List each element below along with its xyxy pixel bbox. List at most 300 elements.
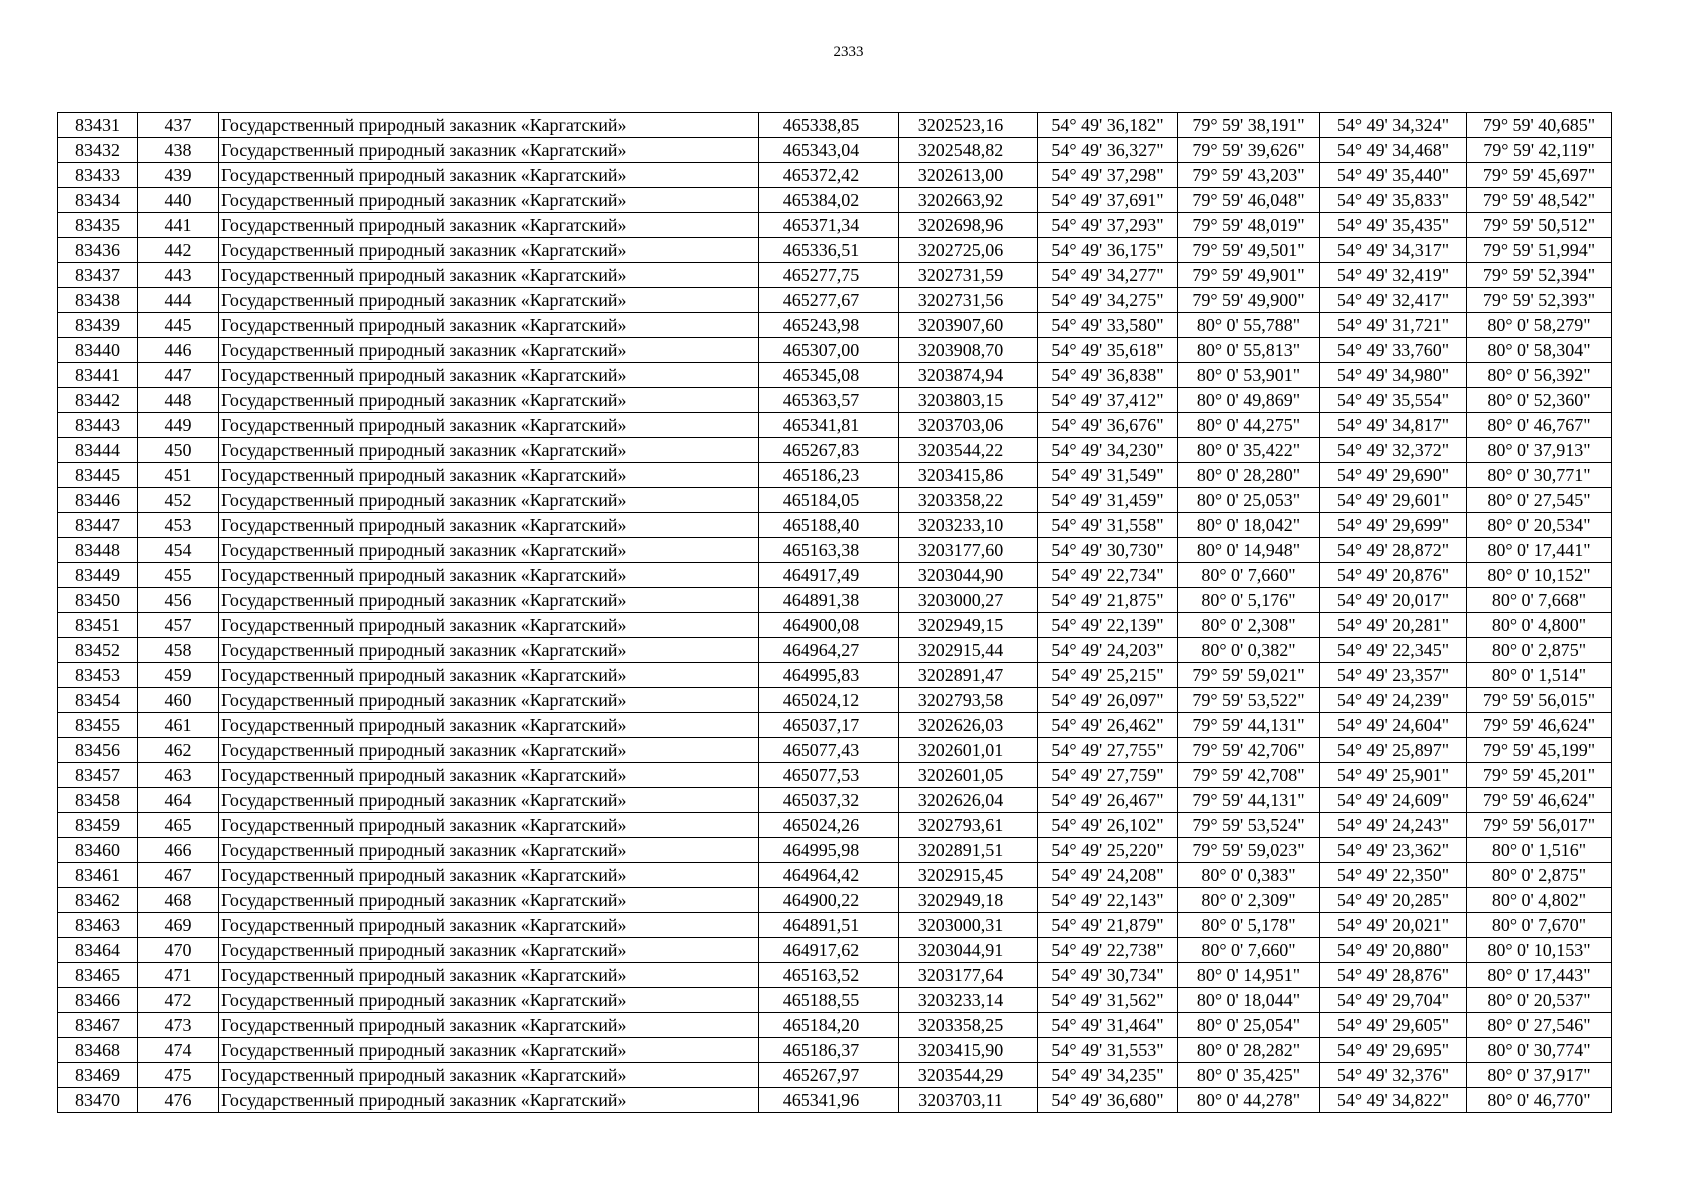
latitude-2-cell: 54° 49' 35,440" (1320, 163, 1467, 188)
x-coordinate-cell: 465186,23 (759, 463, 899, 488)
x-coordinate-cell: 465267,83 (759, 438, 899, 463)
longitude-1-cell: 80° 0' 18,042" (1178, 513, 1320, 538)
page-number: 2333 (833, 44, 864, 60)
latitude-2-cell: 54° 49' 34,468" (1320, 138, 1467, 163)
x-coordinate-cell: 464891,51 (759, 913, 899, 938)
y-coordinate-cell: 3202523,16 (899, 113, 1038, 138)
latitude-2-cell: 54° 49' 32,417" (1320, 288, 1467, 313)
territory-name-cell: Государственный природный заказник «Каргатский» (219, 113, 759, 138)
latitude-1-cell: 54° 49' 25,220" (1038, 838, 1178, 863)
row-id-cell: 83464 (58, 938, 138, 963)
territory-name-cell: Государственный природный заказник «Каргатский» (219, 488, 759, 513)
latitude-1-cell: 54° 49' 30,734" (1038, 963, 1178, 988)
territory-name-cell: Государственный природный заказник «Каргатский» (219, 538, 759, 563)
row-id-cell: 83434 (58, 188, 138, 213)
x-coordinate-cell: 465277,67 (759, 288, 899, 313)
x-coordinate-cell: 465184,05 (759, 488, 899, 513)
longitude-1-cell: 80° 0' 44,275" (1178, 413, 1320, 438)
table-row (58, 663, 1612, 688)
x-coordinate-cell: 465341,81 (759, 413, 899, 438)
table-row (58, 763, 1612, 788)
point-number-cell: 455 (138, 563, 219, 588)
table-row (58, 988, 1612, 1013)
x-coordinate-cell: 465184,20 (759, 1013, 899, 1038)
territory-name-cell: Государственный природный заказник «Каргатский» (219, 413, 759, 438)
y-coordinate-cell: 3202915,45 (899, 863, 1038, 888)
y-coordinate-cell: 3202698,96 (899, 213, 1038, 238)
row-id-cell: 83457 (58, 763, 138, 788)
point-number-cell: 472 (138, 988, 219, 1013)
table-row (58, 388, 1612, 413)
x-coordinate-cell: 465371,34 (759, 213, 899, 238)
latitude-2-cell: 54° 49' 29,704" (1320, 988, 1467, 1013)
x-coordinate-cell: 465037,17 (759, 713, 899, 738)
x-coordinate-cell: 464900,08 (759, 613, 899, 638)
y-coordinate-cell: 3202663,92 (899, 188, 1038, 213)
longitude-2-cell: 80° 0' 52,360" (1467, 388, 1612, 413)
longitude-2-cell: 79° 59' 56,017" (1467, 813, 1612, 838)
longitude-1-cell: 80° 0' 28,280" (1178, 463, 1320, 488)
longitude-2-cell: 79° 59' 45,201" (1467, 763, 1612, 788)
longitude-1-cell: 79° 59' 39,626" (1178, 138, 1320, 163)
point-number-cell: 448 (138, 388, 219, 413)
x-coordinate-cell: 465277,75 (759, 263, 899, 288)
longitude-2-cell: 80° 0' 37,913" (1467, 438, 1612, 463)
latitude-2-cell: 54° 49' 23,362" (1320, 838, 1467, 863)
latitude-2-cell: 54° 49' 28,876" (1320, 963, 1467, 988)
row-id-cell: 83441 (58, 363, 138, 388)
longitude-2-cell: 80° 0' 27,546" (1467, 1013, 1612, 1038)
table-row (58, 288, 1612, 313)
longitude-2-cell: 80° 0' 58,279" (1467, 313, 1612, 338)
latitude-1-cell: 54° 49' 26,467" (1038, 788, 1178, 813)
point-number-cell: 446 (138, 338, 219, 363)
latitude-2-cell: 54° 49' 33,760" (1320, 338, 1467, 363)
table-row (58, 513, 1612, 538)
territory-name-cell: Государственный природный заказник «Каргатский» (219, 138, 759, 163)
longitude-1-cell: 80° 0' 35,425" (1178, 1063, 1320, 1088)
longitude-2-cell: 80° 0' 17,441" (1467, 538, 1612, 563)
territory-name-cell: Государственный природный заказник «Каргатский» (219, 813, 759, 838)
table-row (58, 313, 1612, 338)
longitude-2-cell: 80° 0' 30,771" (1467, 463, 1612, 488)
longitude-1-cell: 79° 59' 42,706" (1178, 738, 1320, 763)
territory-name-cell: Государственный природный заказник «Каргатский» (219, 888, 759, 913)
point-number-cell: 457 (138, 613, 219, 638)
longitude-1-cell: 80° 0' 49,869" (1178, 388, 1320, 413)
longitude-2-cell: 79° 59' 56,015" (1467, 688, 1612, 713)
longitude-2-cell: 80° 0' 7,670" (1467, 913, 1612, 938)
row-id-cell: 83438 (58, 288, 138, 313)
longitude-1-cell: 80° 0' 55,813" (1178, 338, 1320, 363)
row-id-cell: 83453 (58, 663, 138, 688)
latitude-1-cell: 54° 49' 22,738" (1038, 938, 1178, 963)
longitude-2-cell: 80° 0' 4,800" (1467, 613, 1612, 638)
latitude-2-cell: 54° 49' 35,435" (1320, 213, 1467, 238)
x-coordinate-cell: 465243,98 (759, 313, 899, 338)
latitude-2-cell: 54° 49' 24,604" (1320, 713, 1467, 738)
x-coordinate-cell: 465188,55 (759, 988, 899, 1013)
y-coordinate-cell: 3202793,58 (899, 688, 1038, 713)
latitude-2-cell: 54° 49' 34,817" (1320, 413, 1467, 438)
longitude-2-cell: 80° 0' 2,875" (1467, 863, 1612, 888)
longitude-1-cell: 80° 0' 44,278" (1178, 1088, 1320, 1113)
y-coordinate-cell: 3203544,22 (899, 438, 1038, 463)
latitude-2-cell: 54° 49' 32,372" (1320, 438, 1467, 463)
row-id-cell: 83454 (58, 688, 138, 713)
territory-name-cell: Государственный природный заказник «Каргатский» (219, 288, 759, 313)
y-coordinate-cell: 3202626,03 (899, 713, 1038, 738)
y-coordinate-cell: 3203415,86 (899, 463, 1038, 488)
territory-name-cell: Государственный природный заказник «Каргатский» (219, 763, 759, 788)
longitude-1-cell: 80° 0' 0,382" (1178, 638, 1320, 663)
row-id-cell: 83468 (58, 1038, 138, 1063)
table-row (58, 488, 1612, 513)
table-body (58, 113, 1612, 1113)
x-coordinate-cell: 465024,12 (759, 688, 899, 713)
longitude-1-cell: 80° 0' 18,044" (1178, 988, 1320, 1013)
longitude-2-cell: 79° 59' 48,542" (1467, 188, 1612, 213)
x-coordinate-cell: 465188,40 (759, 513, 899, 538)
y-coordinate-cell: 3203177,64 (899, 963, 1038, 988)
latitude-2-cell: 54° 49' 20,880" (1320, 938, 1467, 963)
longitude-2-cell: 80° 0' 46,767" (1467, 413, 1612, 438)
longitude-2-cell: 80° 0' 58,304" (1467, 338, 1612, 363)
latitude-2-cell: 54° 49' 20,876" (1320, 563, 1467, 588)
point-number-cell: 443 (138, 263, 219, 288)
x-coordinate-cell: 464891,38 (759, 588, 899, 613)
latitude-2-cell: 54° 49' 34,980" (1320, 363, 1467, 388)
latitude-2-cell: 54° 49' 22,345" (1320, 638, 1467, 663)
x-coordinate-cell: 464900,22 (759, 888, 899, 913)
y-coordinate-cell: 3203233,10 (899, 513, 1038, 538)
x-coordinate-cell: 465384,02 (759, 188, 899, 213)
y-coordinate-cell: 3202949,18 (899, 888, 1038, 913)
row-id-cell: 83460 (58, 838, 138, 863)
point-number-cell: 439 (138, 163, 219, 188)
territory-name-cell: Государственный природный заказник «Каргатский» (219, 313, 759, 338)
longitude-2-cell: 80° 0' 17,443" (1467, 963, 1612, 988)
y-coordinate-cell: 3202601,01 (899, 738, 1038, 763)
longitude-2-cell: 79° 59' 52,394" (1467, 263, 1612, 288)
point-number-cell: 454 (138, 538, 219, 563)
territory-name-cell: Государственный природный заказник «Каргатский» (219, 863, 759, 888)
y-coordinate-cell: 3202725,06 (899, 238, 1038, 263)
territory-name-cell: Государственный природный заказник «Каргатский» (219, 613, 759, 638)
longitude-1-cell: 80° 0' 14,951" (1178, 963, 1320, 988)
table-row (58, 113, 1612, 138)
longitude-1-cell: 80° 0' 14,948" (1178, 538, 1320, 563)
point-number-cell: 452 (138, 488, 219, 513)
territory-name-cell: Государственный природный заказник «Каргатский» (219, 238, 759, 263)
point-number-cell: 437 (138, 113, 219, 138)
x-coordinate-cell: 465077,53 (759, 763, 899, 788)
latitude-1-cell: 54° 49' 37,293" (1038, 213, 1178, 238)
point-number-cell: 451 (138, 463, 219, 488)
y-coordinate-cell: 3203000,31 (899, 913, 1038, 938)
y-coordinate-cell: 3203358,22 (899, 488, 1038, 513)
table-row (58, 263, 1612, 288)
table-row (58, 713, 1612, 738)
latitude-2-cell: 54° 49' 29,605" (1320, 1013, 1467, 1038)
longitude-2-cell: 80° 0' 56,392" (1467, 363, 1612, 388)
latitude-2-cell: 54° 49' 20,285" (1320, 888, 1467, 913)
table-row (58, 538, 1612, 563)
longitude-1-cell: 79° 59' 49,900" (1178, 288, 1320, 313)
latitude-1-cell: 54° 49' 30,730" (1038, 538, 1178, 563)
table-row (58, 688, 1612, 713)
point-number-cell: 453 (138, 513, 219, 538)
table-row (58, 913, 1612, 938)
longitude-1-cell: 79° 59' 48,019" (1178, 213, 1320, 238)
longitude-1-cell: 80° 0' 25,053" (1178, 488, 1320, 513)
row-id-cell: 83470 (58, 1088, 138, 1113)
latitude-1-cell: 54° 49' 27,755" (1038, 738, 1178, 763)
longitude-1-cell: 80° 0' 25,054" (1178, 1013, 1320, 1038)
row-id-cell: 83446 (58, 488, 138, 513)
longitude-2-cell: 79° 59' 45,199" (1467, 738, 1612, 763)
latitude-2-cell: 54° 49' 34,317" (1320, 238, 1467, 263)
latitude-1-cell: 54° 49' 26,462" (1038, 713, 1178, 738)
y-coordinate-cell: 3202731,59 (899, 263, 1038, 288)
latitude-1-cell: 54° 49' 31,553" (1038, 1038, 1178, 1063)
table-row (58, 463, 1612, 488)
x-coordinate-cell: 465341,96 (759, 1088, 899, 1113)
table-row (58, 338, 1612, 363)
territory-name-cell: Государственный природный заказник «Каргатский» (219, 563, 759, 588)
longitude-2-cell: 80° 0' 1,514" (1467, 663, 1612, 688)
x-coordinate-cell: 465338,85 (759, 113, 899, 138)
y-coordinate-cell: 3202731,56 (899, 288, 1038, 313)
row-id-cell: 83436 (58, 238, 138, 263)
latitude-1-cell: 54° 49' 37,298" (1038, 163, 1178, 188)
y-coordinate-cell: 3203000,27 (899, 588, 1038, 613)
longitude-2-cell: 80° 0' 10,153" (1467, 938, 1612, 963)
row-id-cell: 83435 (58, 213, 138, 238)
y-coordinate-cell: 3202891,47 (899, 663, 1038, 688)
y-coordinate-cell: 3203233,14 (899, 988, 1038, 1013)
latitude-2-cell: 54° 49' 20,021" (1320, 913, 1467, 938)
point-number-cell: 463 (138, 763, 219, 788)
longitude-1-cell: 79° 59' 44,131" (1178, 713, 1320, 738)
longitude-1-cell: 79° 59' 53,524" (1178, 813, 1320, 838)
latitude-1-cell: 54° 49' 34,275" (1038, 288, 1178, 313)
row-id-cell: 83469 (58, 1063, 138, 1088)
latitude-2-cell: 54° 49' 24,243" (1320, 813, 1467, 838)
longitude-1-cell: 80° 0' 0,383" (1178, 863, 1320, 888)
table-row (58, 1038, 1612, 1063)
longitude-2-cell: 79° 59' 42,119" (1467, 138, 1612, 163)
row-id-cell: 83461 (58, 863, 138, 888)
latitude-1-cell: 54° 49' 31,459" (1038, 488, 1178, 513)
row-id-cell: 83440 (58, 338, 138, 363)
point-number-cell: 441 (138, 213, 219, 238)
x-coordinate-cell: 464917,49 (759, 563, 899, 588)
x-coordinate-cell: 465024,26 (759, 813, 899, 838)
point-number-cell: 476 (138, 1088, 219, 1113)
longitude-2-cell: 80° 0' 7,668" (1467, 588, 1612, 613)
row-id-cell: 83444 (58, 438, 138, 463)
latitude-2-cell: 54° 49' 32,419" (1320, 263, 1467, 288)
x-coordinate-cell: 465077,43 (759, 738, 899, 763)
latitude-1-cell: 54° 49' 36,175" (1038, 238, 1178, 263)
y-coordinate-cell: 3202793,61 (899, 813, 1038, 838)
row-id-cell: 83443 (58, 413, 138, 438)
table-row (58, 188, 1612, 213)
table-row (58, 363, 1612, 388)
longitude-2-cell: 80° 0' 37,917" (1467, 1063, 1612, 1088)
longitude-1-cell: 79° 59' 59,021" (1178, 663, 1320, 688)
row-id-cell: 83452 (58, 638, 138, 663)
point-number-cell: 445 (138, 313, 219, 338)
latitude-1-cell: 54° 49' 33,580" (1038, 313, 1178, 338)
longitude-1-cell: 80° 0' 28,282" (1178, 1038, 1320, 1063)
y-coordinate-cell: 3203044,91 (899, 938, 1038, 963)
x-coordinate-cell: 465336,51 (759, 238, 899, 263)
row-id-cell: 83451 (58, 613, 138, 638)
longitude-2-cell: 80° 0' 46,770" (1467, 1088, 1612, 1113)
latitude-1-cell: 54° 49' 26,097" (1038, 688, 1178, 713)
latitude-1-cell: 54° 49' 24,208" (1038, 863, 1178, 888)
table-row (58, 863, 1612, 888)
longitude-1-cell: 79° 59' 38,191" (1178, 113, 1320, 138)
x-coordinate-cell: 465037,32 (759, 788, 899, 813)
latitude-2-cell: 54° 49' 24,609" (1320, 788, 1467, 813)
longitude-2-cell: 80° 0' 2,875" (1467, 638, 1612, 663)
territory-name-cell: Государственный природный заказник «Каргатский» (219, 188, 759, 213)
latitude-1-cell: 54° 49' 31,562" (1038, 988, 1178, 1013)
y-coordinate-cell: 3203177,60 (899, 538, 1038, 563)
point-number-cell: 458 (138, 638, 219, 663)
x-coordinate-cell: 465163,52 (759, 963, 899, 988)
table-row (58, 438, 1612, 463)
latitude-2-cell: 54° 49' 35,833" (1320, 188, 1467, 213)
table-row (58, 613, 1612, 638)
latitude-2-cell: 54° 49' 29,690" (1320, 463, 1467, 488)
latitude-2-cell: 54° 49' 31,721" (1320, 313, 1467, 338)
territory-name-cell: Государственный природный заказник «Каргатский» (219, 1038, 759, 1063)
latitude-1-cell: 54° 49' 27,759" (1038, 763, 1178, 788)
x-coordinate-cell: 464964,42 (759, 863, 899, 888)
latitude-1-cell: 54° 49' 37,691" (1038, 188, 1178, 213)
longitude-2-cell: 80° 0' 30,774" (1467, 1038, 1612, 1063)
row-id-cell: 83462 (58, 888, 138, 913)
y-coordinate-cell: 3202626,04 (899, 788, 1038, 813)
x-coordinate-cell: 465372,42 (759, 163, 899, 188)
latitude-1-cell: 54° 49' 21,879" (1038, 913, 1178, 938)
territory-name-cell: Государственный природный заказник «Каргатский» (219, 363, 759, 388)
point-number-cell: 469 (138, 913, 219, 938)
longitude-2-cell: 79° 59' 46,624" (1467, 713, 1612, 738)
row-id-cell: 83439 (58, 313, 138, 338)
point-number-cell: 475 (138, 1063, 219, 1088)
row-id-cell: 83432 (58, 138, 138, 163)
latitude-1-cell: 54° 49' 22,139" (1038, 613, 1178, 638)
longitude-2-cell: 79° 59' 45,697" (1467, 163, 1612, 188)
row-id-cell: 83456 (58, 738, 138, 763)
y-coordinate-cell: 3203703,11 (899, 1088, 1038, 1113)
latitude-2-cell: 54° 49' 28,872" (1320, 538, 1467, 563)
territory-name-cell: Государственный природный заказник «Каргатский» (219, 713, 759, 738)
row-id-cell: 83437 (58, 263, 138, 288)
latitude-2-cell: 54° 49' 25,897" (1320, 738, 1467, 763)
territory-name-cell: Государственный природный заказник «Каргатский» (219, 1088, 759, 1113)
point-number-cell: 447 (138, 363, 219, 388)
latitude-1-cell: 54° 49' 36,838" (1038, 363, 1178, 388)
x-coordinate-cell: 465307,00 (759, 338, 899, 363)
coordinates-table (57, 112, 1612, 1113)
longitude-1-cell: 79° 59' 49,901" (1178, 263, 1320, 288)
latitude-1-cell: 54° 49' 25,215" (1038, 663, 1178, 688)
table-row (58, 563, 1612, 588)
y-coordinate-cell: 3203044,90 (899, 563, 1038, 588)
table-row (58, 238, 1612, 263)
longitude-2-cell: 79° 59' 51,994" (1467, 238, 1612, 263)
row-id-cell: 83449 (58, 563, 138, 588)
y-coordinate-cell: 3202915,44 (899, 638, 1038, 663)
point-number-cell: 462 (138, 738, 219, 763)
latitude-2-cell: 54° 49' 32,376" (1320, 1063, 1467, 1088)
territory-name-cell: Государственный природный заказник «Каргатский» (219, 988, 759, 1013)
latitude-2-cell: 54° 49' 24,239" (1320, 688, 1467, 713)
row-id-cell: 83445 (58, 463, 138, 488)
longitude-2-cell: 79° 59' 50,512" (1467, 213, 1612, 238)
latitude-1-cell: 54° 49' 31,558" (1038, 513, 1178, 538)
longitude-2-cell: 80° 0' 20,534" (1467, 513, 1612, 538)
table-row (58, 163, 1612, 188)
x-coordinate-cell: 465267,97 (759, 1063, 899, 1088)
table-row (58, 413, 1612, 438)
table-row (58, 788, 1612, 813)
territory-name-cell: Государственный природный заказник «Каргатский» (219, 1013, 759, 1038)
row-id-cell: 83450 (58, 588, 138, 613)
longitude-1-cell: 80° 0' 53,901" (1178, 363, 1320, 388)
territory-name-cell: Государственный природный заказник «Каргатский» (219, 938, 759, 963)
territory-name-cell: Государственный природный заказник «Каргатский» (219, 788, 759, 813)
territory-name-cell: Государственный природный заказник «Каргатский» (219, 163, 759, 188)
point-number-cell: 449 (138, 413, 219, 438)
x-coordinate-cell: 465163,38 (759, 538, 899, 563)
y-coordinate-cell: 3203415,90 (899, 1038, 1038, 1063)
point-number-cell: 438 (138, 138, 219, 163)
latitude-2-cell: 54° 49' 34,822" (1320, 1088, 1467, 1113)
longitude-1-cell: 80° 0' 2,309" (1178, 888, 1320, 913)
territory-name-cell: Государственный природный заказник «Каргатский» (219, 1063, 759, 1088)
table-row (58, 888, 1612, 913)
latitude-1-cell: 54° 49' 34,235" (1038, 1063, 1178, 1088)
longitude-1-cell: 79° 59' 44,131" (1178, 788, 1320, 813)
longitude-2-cell: 79° 59' 46,624" (1467, 788, 1612, 813)
latitude-1-cell: 54° 49' 35,618" (1038, 338, 1178, 363)
latitude-1-cell: 54° 49' 34,277" (1038, 263, 1178, 288)
longitude-1-cell: 79° 59' 42,708" (1178, 763, 1320, 788)
longitude-2-cell: 79° 59' 40,685" (1467, 113, 1612, 138)
y-coordinate-cell: 3202949,15 (899, 613, 1038, 638)
y-coordinate-cell: 3203544,29 (899, 1063, 1038, 1088)
territory-name-cell: Государственный природный заказник «Каргатский» (219, 463, 759, 488)
point-number-cell: 474 (138, 1038, 219, 1063)
table-row (58, 588, 1612, 613)
point-number-cell: 460 (138, 688, 219, 713)
row-id-cell: 83455 (58, 713, 138, 738)
territory-name-cell: Государственный природный заказник «Каргатский» (219, 213, 759, 238)
point-number-cell: 450 (138, 438, 219, 463)
latitude-1-cell: 54° 49' 36,327" (1038, 138, 1178, 163)
table-row (58, 213, 1612, 238)
x-coordinate-cell: 465363,57 (759, 388, 899, 413)
latitude-1-cell: 54° 49' 22,143" (1038, 888, 1178, 913)
row-id-cell: 83433 (58, 163, 138, 188)
